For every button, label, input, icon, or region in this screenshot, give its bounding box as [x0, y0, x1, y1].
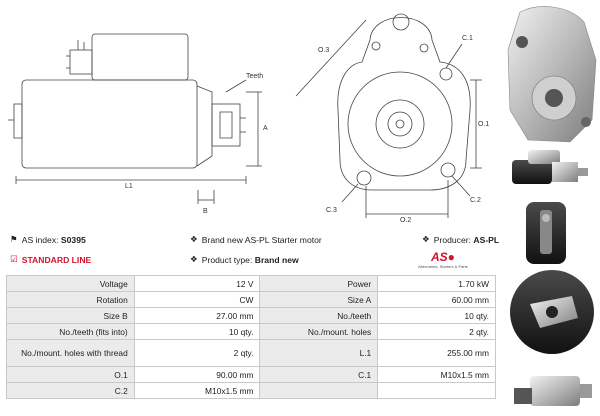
- spec-value: 12 V: [134, 276, 260, 292]
- as-index-row: ⚑ AS index: S0395: [10, 234, 86, 245]
- spec-value: 10 qty.: [134, 324, 260, 340]
- label-o1: O.1: [478, 121, 490, 128]
- asl-logo-icon: AS●: [430, 250, 455, 264]
- info-icon: ❖: [422, 234, 430, 244]
- table-row: [7, 276, 496, 292]
- spec-value: 27.00 mm: [134, 308, 260, 324]
- checkbox-icon: ☑: [10, 254, 18, 264]
- flange-outline: [338, 18, 470, 191]
- photo-side-view-2: [514, 376, 592, 406]
- spec-label: O.1: [7, 367, 135, 383]
- label-o3: O.3: [318, 47, 330, 54]
- spec-label: No./mount. holes with thread: [7, 340, 135, 367]
- spec-value: 2 qty.: [134, 340, 260, 367]
- spec-value: 60.00 mm: [378, 292, 496, 308]
- spec-label: Size A: [260, 292, 378, 308]
- standard-line-label: STANDARD LINE: [21, 254, 92, 265]
- spec-label: Rotation: [7, 292, 135, 308]
- label-l1: L1: [125, 183, 133, 190]
- producer-row: ❖ Producer: AS-PL: [422, 234, 500, 245]
- spec-label: Size B: [7, 308, 135, 324]
- spec-value: 255.00 mm: [378, 340, 496, 367]
- housing-circle: [348, 72, 452, 176]
- table-row: [7, 383, 496, 399]
- product-photos: [500, 0, 600, 416]
- spec-label: No./teeth: [260, 308, 378, 324]
- spec-value: 90.00 mm: [134, 367, 260, 383]
- table-row: [7, 324, 496, 340]
- photo-front-housing: [508, 7, 596, 142]
- spec-value: [378, 383, 496, 399]
- product-info: [6, 232, 500, 274]
- photo-end-cap: [510, 270, 594, 354]
- solenoid-outline: [92, 34, 188, 80]
- tag-icon: ⚑: [10, 234, 18, 244]
- spec-value: CW: [134, 292, 260, 308]
- spec-value: 10 qty.: [378, 308, 496, 324]
- spec-label: C.1: [260, 367, 378, 383]
- producer-value: AS-PL: [473, 234, 500, 245]
- photo-side-view: [512, 150, 588, 184]
- label-c1: C.1: [462, 35, 473, 42]
- spec-value: 2 qty.: [378, 324, 496, 340]
- spec-label: C.2: [7, 383, 135, 399]
- spec-label: Power: [260, 276, 378, 292]
- label-teeth: Teeth: [246, 73, 264, 80]
- spec-label: [260, 383, 378, 399]
- label-c2: C.2: [470, 197, 481, 204]
- dimension-o3-line: [296, 20, 366, 96]
- table-row: [7, 308, 496, 324]
- standard-line-row: [10, 254, 91, 265]
- technical-drawings: [0, 0, 498, 228]
- spec-value: M10x1.5 mm: [134, 383, 260, 399]
- info-icon: ❖: [190, 234, 198, 244]
- product-type-row: ❖ Product type: Brand new: [190, 254, 299, 265]
- table-row: [7, 367, 496, 383]
- table-row: [7, 340, 496, 367]
- label-a: A: [263, 125, 268, 132]
- label-c3: C.3: [326, 207, 337, 214]
- label-b: B: [203, 208, 208, 215]
- spec-label: No./teeth (fits into): [7, 324, 135, 340]
- asl-logo: AS● Alternators, Starters & Parts: [418, 250, 468, 269]
- brand-new-row: ❖ Brand new AS-PL Starter motor: [190, 234, 322, 245]
- spec-value: 1.70 kW: [378, 276, 496, 292]
- as-index-value: S0395: [60, 234, 86, 245]
- info-icon: ❖: [190, 254, 198, 264]
- spec-value: M10x1.5 mm: [378, 367, 496, 383]
- spec-label: L.1: [260, 340, 378, 367]
- label-o2: O.2: [400, 217, 412, 224]
- starter-body-outline: [22, 80, 197, 168]
- product-type-value: Brand new: [254, 254, 299, 265]
- photo-rear-view: [526, 202, 566, 264]
- spec-label: Voltage: [7, 276, 135, 292]
- spec-label: No./mount. holes: [260, 324, 378, 340]
- table-row: [7, 292, 496, 308]
- spec-table: [6, 275, 496, 399]
